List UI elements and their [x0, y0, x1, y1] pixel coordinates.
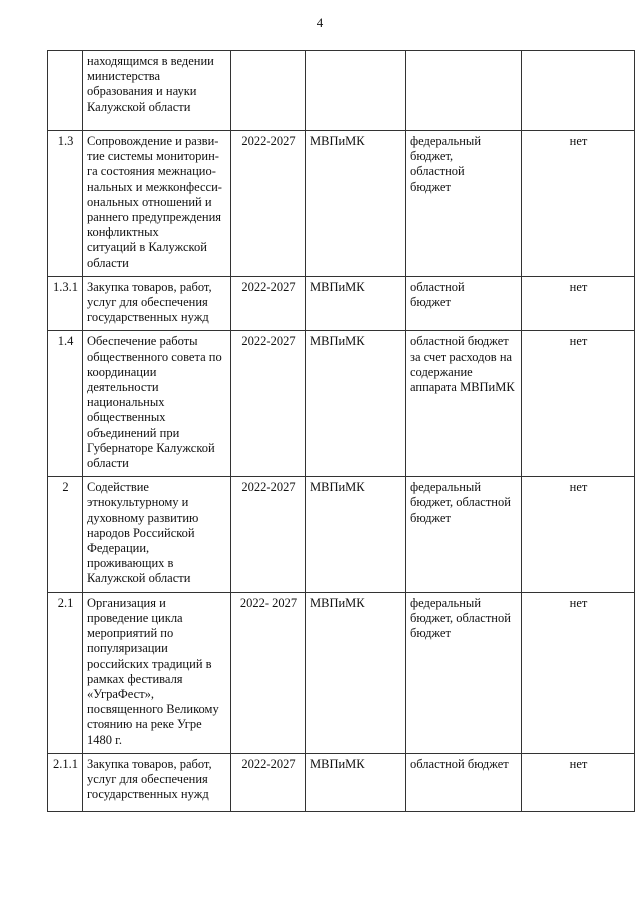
table-row	[48, 753, 635, 811]
measure-name-cell	[83, 592, 231, 753]
measure-name: Закупка товаров, работ, услуг для обеспечения государственных нужд	[87, 756, 212, 802]
period-cell	[231, 276, 306, 331]
row-number-cell	[48, 331, 83, 477]
table-row	[48, 276, 635, 331]
table-row	[48, 331, 635, 477]
funding-source: областной бюджет	[410, 756, 509, 771]
row-number: 2.1.1	[53, 756, 78, 771]
executor: МВПиМК	[310, 134, 365, 148]
measure-name: Содействие этнокультурному и духовному развитию народов Российской Федерации, проживающих в Калужской области	[87, 480, 199, 586]
row-number: 2.1	[57, 595, 74, 610]
page-number: 4	[316, 15, 324, 30]
executor-cell	[306, 753, 406, 811]
funding-source-cell	[406, 276, 522, 331]
table-row	[48, 51, 635, 131]
funding-source-cell	[406, 592, 522, 753]
row-number-cell	[48, 51, 83, 131]
funding-source: федеральный бюджет, областной бюджет	[410, 595, 511, 641]
row-number-cell	[48, 592, 83, 753]
measure-name: Организация и проведение цикла мероприятий по популяризации российских традиций в рамках фестиваля «УграФест», посвященного Великому стоянию на реке Угре 1480 г.	[87, 595, 219, 747]
period: 2022-2027	[241, 279, 296, 294]
funding-source: федеральный бюджет, областной бюджет	[410, 480, 511, 525]
row-number: 1.3.1	[53, 279, 78, 294]
table-row	[48, 131, 635, 277]
funding-source-cell	[406, 753, 522, 811]
flag-value: нет	[569, 134, 588, 148]
flag-value-cell	[522, 51, 635, 131]
flag-value: нет	[569, 756, 588, 771]
funding-source: областной бюджет	[410, 279, 465, 310]
row-number-cell	[48, 753, 83, 811]
row-number: 1.3	[57, 134, 74, 148]
row-number-cell	[48, 131, 83, 277]
period: 2022-2027	[241, 134, 296, 148]
measure-name-cell	[83, 331, 231, 477]
funding-source-cell	[406, 131, 522, 277]
executor-cell	[306, 51, 406, 131]
executor: МВПиМК	[310, 334, 365, 349]
period-cell	[231, 592, 306, 753]
executor: МВПиМК	[310, 595, 365, 610]
flag-value: нет	[569, 480, 588, 495]
period-cell	[231, 753, 306, 811]
flag-value-cell	[522, 592, 635, 753]
flag-value: нет	[569, 279, 588, 294]
period-cell	[231, 131, 306, 277]
period: 2022- 2027	[239, 595, 298, 610]
row-number-cell	[48, 477, 83, 592]
executor-cell	[306, 131, 406, 277]
period-cell	[231, 331, 306, 477]
executor: МВПиМК	[310, 279, 365, 294]
flag-value-cell	[522, 276, 635, 331]
row-number-cell	[48, 276, 83, 331]
period: 2022-2027	[241, 756, 296, 771]
flag-value: нет	[569, 595, 588, 610]
executor: МВПиМК	[310, 756, 365, 771]
executor-cell	[306, 276, 406, 331]
executor: МВПиМК	[310, 480, 365, 495]
row-number: 2	[62, 480, 69, 495]
funding-source: областной бюджет за счет расходов на содержание аппарата МВПиМК	[410, 334, 515, 395]
flag-value-cell	[522, 131, 635, 277]
flag-value-cell	[522, 753, 635, 811]
measure-name: находящимся в ведении министерства образования и науки Калужской области	[87, 54, 214, 114]
measure-name: Закупка товаров, работ, услуг для обеспечения государственных нужд	[87, 279, 212, 325]
measure-name: Обеспечение работы общественного совета по координации деятельности национальных общественных объединений при Губернаторе Калужской области	[87, 334, 222, 471]
flag-value-cell	[522, 477, 635, 592]
funding-source-cell	[406, 331, 522, 477]
executor-cell	[306, 477, 406, 592]
funding-source-cell	[406, 51, 522, 131]
funding-source-cell	[406, 477, 522, 592]
funding-source: федеральный бюджет, областной бюджет	[410, 134, 482, 194]
measure-name-cell	[83, 131, 231, 277]
table-row	[48, 477, 635, 592]
flag-value-cell	[522, 331, 635, 477]
flag-value: нет	[569, 334, 588, 349]
table-row	[48, 592, 635, 753]
executor-cell	[306, 592, 406, 753]
row-number: 1.4	[57, 334, 74, 349]
measure-name: Сопровождение и разви- тие системы мониторин- га состояния межнацио- нальных и межконфесси- ональных отношений и раннего предупреждения конфликтных ситуаций в Калужской области	[87, 134, 222, 270]
measure-name-cell	[83, 276, 231, 331]
measure-name-cell	[83, 51, 231, 131]
period-cell	[231, 51, 306, 131]
measure-name-cell	[83, 477, 231, 592]
period-cell	[231, 477, 306, 592]
measure-name-cell	[83, 753, 231, 811]
period: 2022-2027	[241, 480, 296, 495]
program-table	[47, 50, 635, 812]
period: 2022-2027	[241, 334, 296, 349]
executor-cell	[306, 331, 406, 477]
